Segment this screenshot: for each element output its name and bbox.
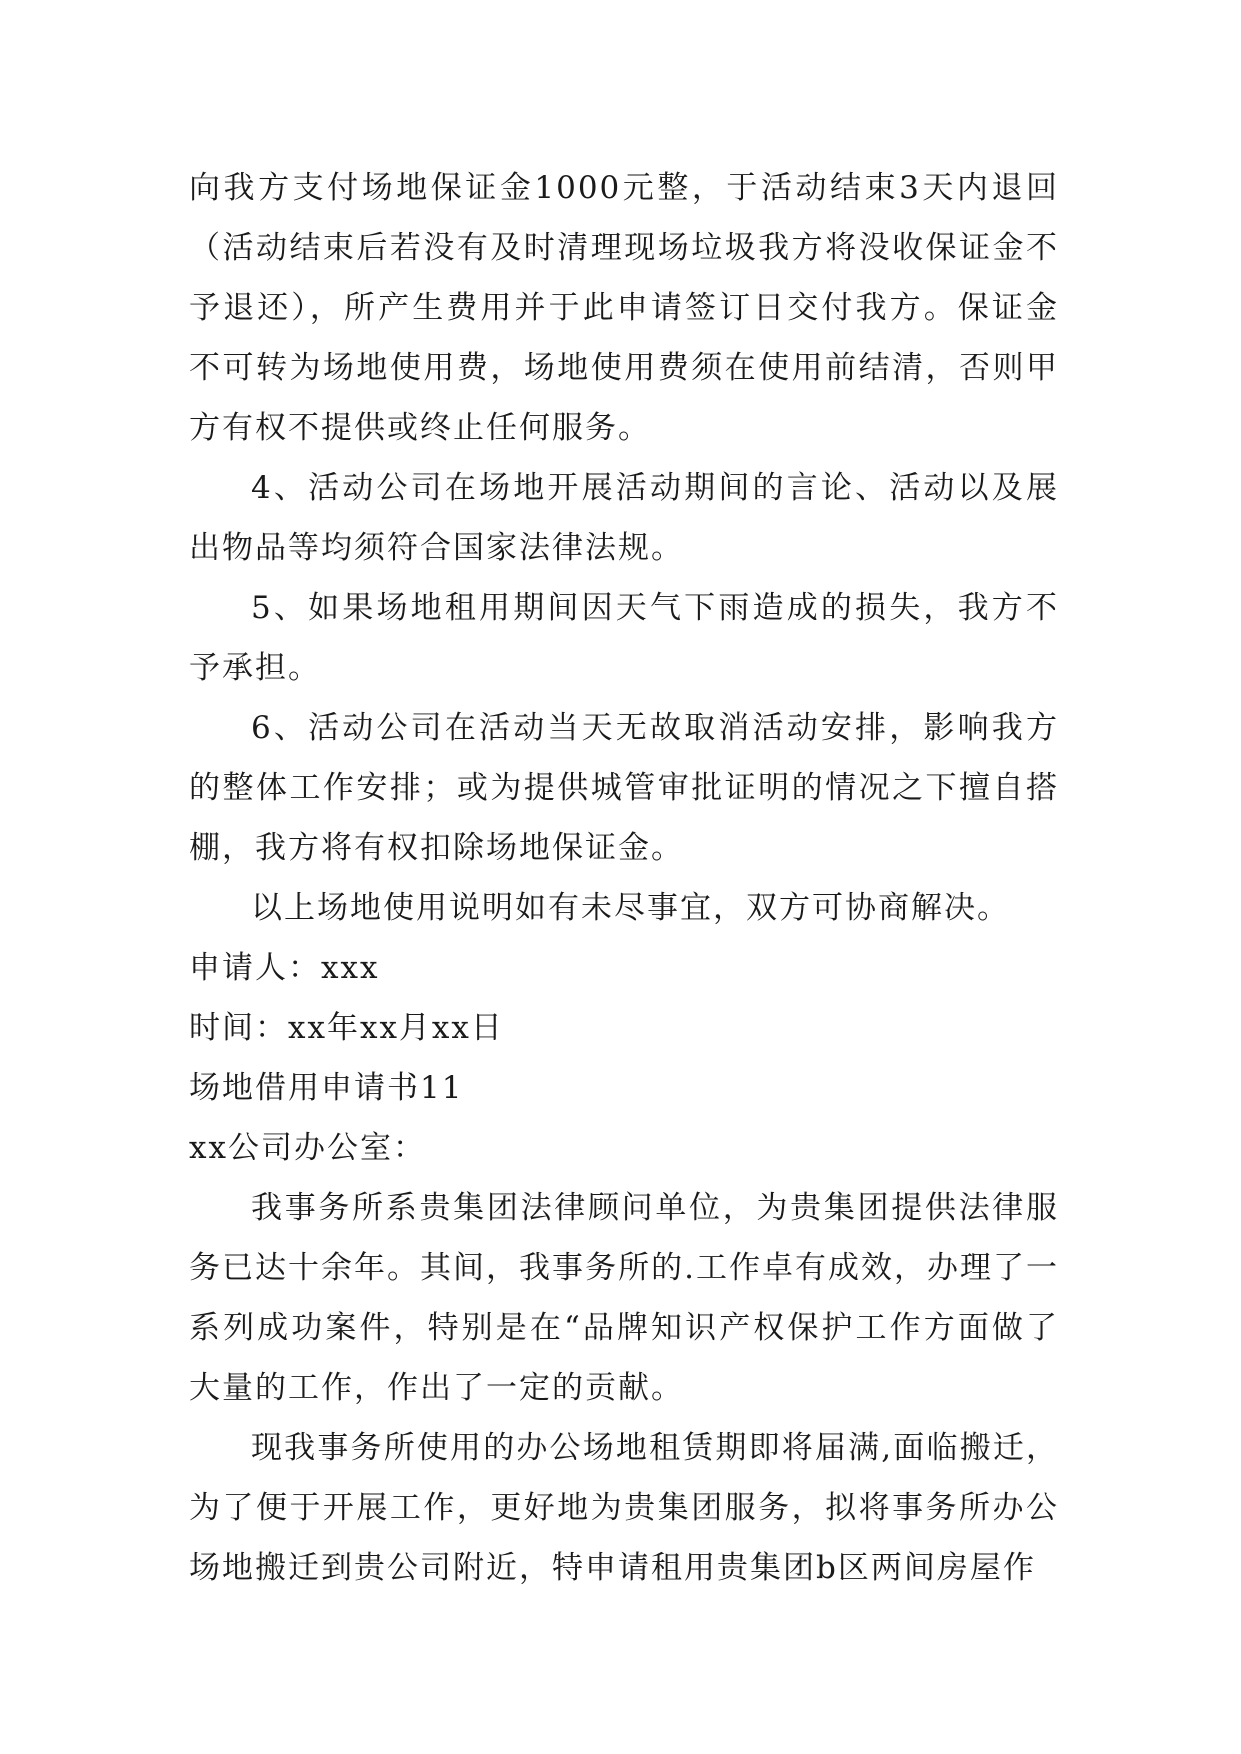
salutation-line: xx公司办公室： (189, 1130, 426, 1166)
paragraph-firm-intro: 我事务所系贵集团法律顾问单位，为贵集团提供法律服务已达十余年。其间，我事务所的.工作卓有成效，办理了一系列成功案件，特别是在“品牌知识产权保护工作方面做了大量的工作，作出了一定的贡献。 (189, 1190, 1059, 1406)
paragraph-clause-6: 6、活动公司在活动当天无故取消活动安排，影响我方的整体工作安排；或为提供城管审批证明的情况之下擅自搭棚，我方将有权扣除场地保证金。 (189, 710, 1059, 866)
paragraph-closing-note: 以上场地使用说明如有未尽事宜，双方可协商解决。 (251, 890, 1010, 926)
paragraph-deposit-terms: 向我方支付场地保证金1000元整，于活动结束3天内退回（活动结束后若没有及时清理现场垃圾我方将没收保证金不予退还），所产生费用并于此申请签订日交付我方。保证金不可转为场地使用费，场地使用费须在使用前结清，否则甲方有权不提供或终止任何服务。 (189, 170, 1059, 446)
applicant-line: 申请人：xxx (189, 950, 380, 986)
section-title: 场地借用申请书11 (189, 1070, 464, 1106)
paragraph-clause-4: 4、活动公司在场地开展活动期间的言论、活动以及展出物品等均须符合国家法律法规。 (189, 470, 1059, 566)
paragraph-relocation-request: 现我事务所使用的办公场地租赁期即将届满,面临搬迁，为了便于开展工作，更好地为贵集团服务，拟将事务所办公场地搬迁到贵公司附近，特申请租用贵集团b区两间房屋作 (189, 1430, 1059, 1586)
document-body (189, 158, 1059, 1598)
paragraph-clause-5: 5、如果场地租用期间因天气下雨造成的损失，我方不予承担。 (189, 590, 1059, 686)
date-line: 时间：xx年xx月xx日 (189, 1010, 504, 1046)
